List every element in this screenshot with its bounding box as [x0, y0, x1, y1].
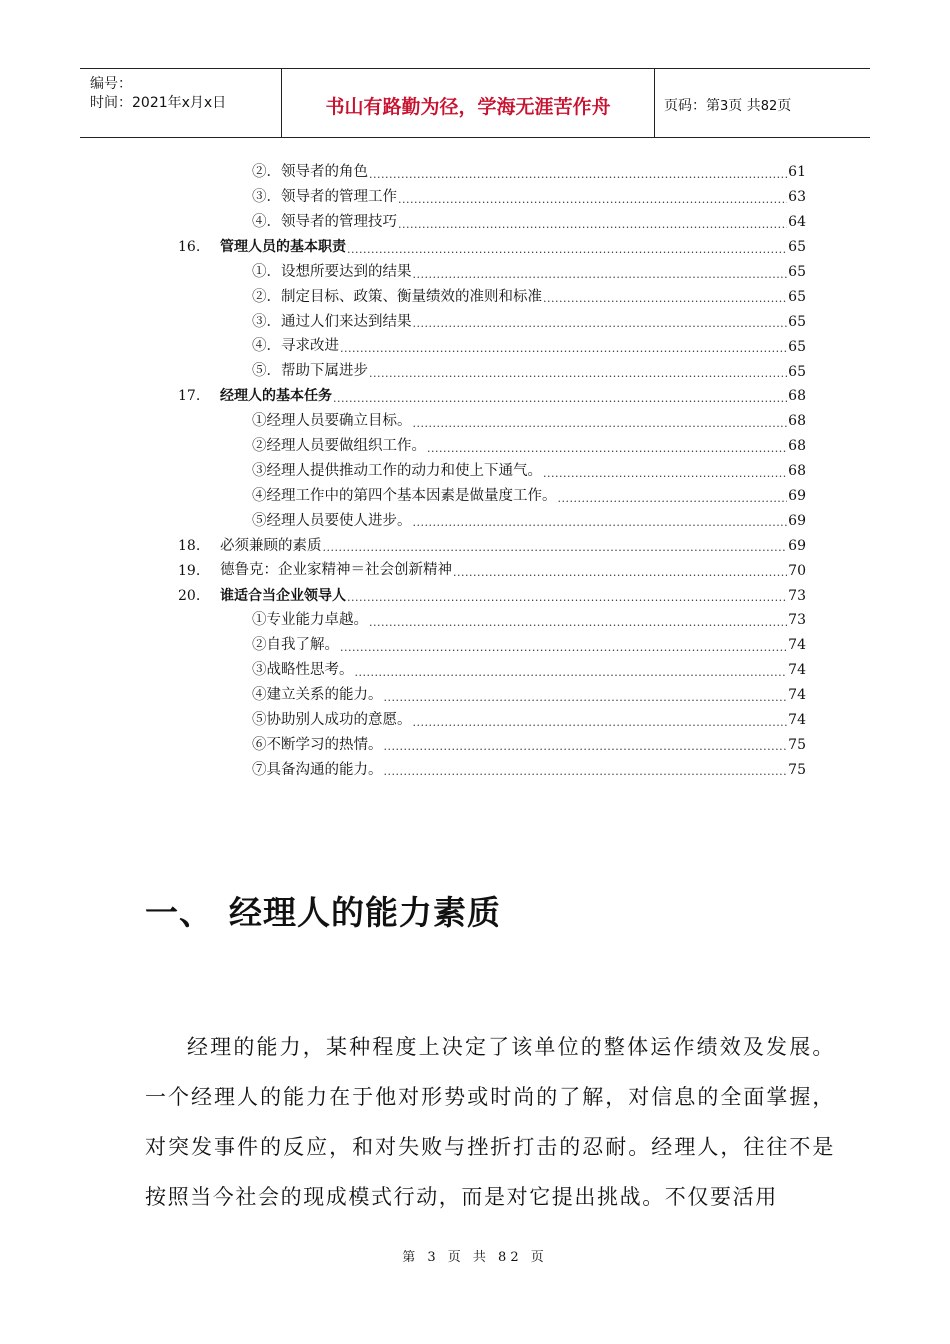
- toc-entry-page: 61: [788, 164, 806, 181]
- toc-entry-label: ②经理人员要做组织工作。: [252, 437, 426, 454]
- toc-entry[interactable]: [178, 235, 806, 260]
- section-title: 经理人的能力素质: [229, 893, 501, 932]
- toc-entry-page: 65: [788, 239, 806, 256]
- toc-entry[interactable]: [178, 459, 806, 484]
- toc-entry-page: 65: [788, 288, 806, 305]
- toc-dot-leader: [543, 293, 787, 304]
- body-paragraph: 经理的能力，某种程度上决定了该单位的整体运作绩效及发展。一个经理人的能力在于他对形势或时尚的了解，对信息的全面掌握，对突发事件的反应，和对失败与挫折打击的忍耐。经理人，往往不是按照当今社会的现成模式行动，而是对它提出挑战。不仅要活用: [145, 1035, 835, 1209]
- section-number: 一、: [145, 893, 213, 932]
- toc-entry-label: ②自我了解。: [252, 637, 339, 654]
- toc-entry[interactable]: [178, 757, 806, 782]
- toc-entry-page: 74: [788, 637, 806, 654]
- toc-entry[interactable]: [178, 185, 806, 210]
- toc-entry-label: ⑥不断学习的热情。: [252, 736, 383, 753]
- toc-dot-leader: [427, 443, 787, 454]
- toc-entry-page: 74: [788, 662, 806, 679]
- toc-entry-number: 16.: [178, 239, 201, 256]
- page-middle: 页 共: [728, 98, 761, 114]
- header-meta-cell: [80, 69, 280, 137]
- toc-entry[interactable]: [178, 508, 806, 533]
- toc-entry-number: 17.: [178, 388, 201, 405]
- toc-entry-label: ③经理人提供推动工作的动力和使上下通气。: [252, 462, 542, 479]
- toc-dot-leader: [398, 219, 787, 230]
- toc-dot-leader: [323, 542, 788, 553]
- toc-dot-leader: [398, 194, 787, 205]
- toc-entry-label: 德鲁克：企业家精神＝社会创新精神: [220, 562, 452, 579]
- toc-dot-leader: [384, 741, 788, 752]
- toc-entry-page: 73: [788, 612, 806, 629]
- toc-entry-label: ⑦具备沟通的能力。: [252, 761, 383, 778]
- toc-entry[interactable]: [178, 484, 806, 509]
- header-motto-cell: [281, 69, 655, 137]
- toc-entry-label: ④经理工作中的第四个基本因素是做量度工作。: [252, 487, 557, 504]
- toc-entry[interactable]: [178, 583, 806, 608]
- page-current: 3: [720, 99, 729, 114]
- toc-entry-page: 68: [788, 413, 806, 430]
- toc-entry[interactable]: [178, 284, 806, 309]
- header-motto: 书山有路勤为径，学海无涯苦作舟: [325, 96, 611, 118]
- toc-dot-leader: [384, 766, 788, 777]
- toc-dot-leader: [384, 692, 788, 703]
- page-footer: 第 3 页 共 82 页: [402, 1250, 548, 1265]
- toc-dot-leader: [413, 269, 788, 280]
- toc-dot-leader: [413, 717, 788, 728]
- toc-entry-label: ②．制定目标、政策、衡量绩效的准则和标准: [252, 288, 542, 305]
- toc-entry[interactable]: [178, 533, 806, 558]
- toc-entry[interactable]: [178, 434, 806, 459]
- toc-entry-label: ⑤．帮助下属进步: [252, 363, 368, 380]
- toc-entry-label: ③．通过人们来达到结果: [252, 313, 412, 330]
- toc-entry-page: 74: [788, 712, 806, 729]
- toc-entry-label: ④．寻求改进: [252, 338, 339, 355]
- toc-dot-leader: [413, 418, 788, 429]
- toc-entry[interactable]: [178, 558, 806, 583]
- toc-entry[interactable]: [178, 708, 806, 733]
- toc-entry-page: 68: [788, 463, 806, 480]
- toc-entry-page: 70: [788, 562, 806, 579]
- toc-entry-label: ①经理人员要确立目标。: [252, 413, 412, 430]
- toc-dot-leader: [333, 393, 787, 404]
- toc-entry-page: 64: [788, 214, 806, 231]
- toc-entry-label: 谁适合当企业领导人: [220, 587, 346, 604]
- toc-dot-leader: [340, 343, 787, 354]
- toc-entry[interactable]: [178, 384, 806, 409]
- toc-entry[interactable]: [178, 359, 806, 384]
- toc-entry[interactable]: [178, 732, 806, 757]
- header-page-info: [664, 95, 791, 115]
- toc-dot-leader: [453, 567, 787, 578]
- toc-entry-number: 18.: [178, 537, 201, 554]
- toc-entry-number: 19.: [178, 562, 201, 579]
- toc-entry[interactable]: [178, 658, 806, 683]
- toc-entry-page: 75: [788, 761, 806, 778]
- toc-entry[interactable]: [178, 210, 806, 235]
- document-date: 时间：2021年x月x日: [90, 95, 227, 111]
- document-header: [80, 68, 870, 138]
- toc-entry[interactable]: [178, 334, 806, 359]
- toc-dot-leader: [558, 493, 788, 504]
- toc-entry-label: 管理人员的基本职责: [220, 239, 346, 256]
- toc-entry-page: 75: [788, 736, 806, 753]
- toc-entry[interactable]: [178, 260, 806, 285]
- toc-entry-page: 69: [788, 488, 806, 505]
- toc-entry-page: 68: [788, 438, 806, 455]
- toc-entry-label: ③战略性思考。: [252, 662, 354, 678]
- toc-entry[interactable]: [178, 608, 806, 633]
- toc-entry-page: 65: [788, 313, 806, 330]
- toc-entry-label: ①专业能力卓越。: [252, 612, 368, 629]
- page-total: 82: [760, 99, 778, 114]
- toc-entry-page: 69: [788, 512, 806, 529]
- header-page-cell: [654, 69, 870, 137]
- toc-entry-page: 65: [788, 338, 806, 355]
- toc-entry[interactable]: [178, 683, 806, 708]
- toc-entry-number: 20.: [178, 587, 201, 604]
- toc-dot-leader: [413, 318, 788, 329]
- toc-dot-leader: [543, 468, 787, 479]
- toc-entry-page: 73: [788, 587, 806, 604]
- toc-entry[interactable]: [178, 160, 806, 185]
- toc-entry[interactable]: [178, 409, 806, 434]
- toc-entry-page: 68: [788, 388, 806, 405]
- toc-dot-leader: [340, 642, 787, 653]
- toc-entry-label: ⑤经理人员要使人进步。: [252, 512, 412, 529]
- toc-dot-leader: [413, 517, 788, 528]
- toc-entry-label: ⑤协助别人成功的意愿。: [252, 711, 412, 728]
- document-code-label: 编号：: [90, 76, 132, 92]
- toc-entry-label: 经理人的基本任务: [220, 388, 332, 405]
- toc-dot-leader: [355, 667, 788, 678]
- toc-entry-label: ②．领导者的角色: [252, 164, 368, 181]
- table-of-contents: [178, 160, 806, 782]
- toc-entry-label: ①．设想所要达到的结果: [252, 263, 412, 280]
- toc-entry[interactable]: [178, 633, 806, 658]
- toc-entry-page: 63: [788, 189, 806, 206]
- toc-entry[interactable]: [178, 309, 806, 334]
- toc-entry-page: 65: [788, 363, 806, 380]
- toc-entry-label: 必须兼顾的素质: [220, 537, 322, 554]
- toc-dot-leader: [347, 592, 787, 603]
- toc-dot-leader: [347, 244, 787, 255]
- page-prefix: 页码：第: [664, 98, 720, 114]
- section-heading: [145, 887, 501, 934]
- toc-entry-page: 65: [788, 264, 806, 280]
- toc-entry-label: ④建立关系的能力。: [252, 686, 383, 703]
- toc-entry-label: ③．领导者的管理工作: [252, 189, 397, 206]
- toc-entry-label: ④．领导者的管理技巧: [252, 213, 397, 230]
- body-text: [145, 1022, 835, 1222]
- toc-dot-leader: [369, 169, 787, 180]
- toc-dot-leader: [369, 368, 787, 379]
- toc-dot-leader: [369, 617, 787, 628]
- page-suffix: 页: [777, 98, 792, 114]
- toc-entry-page: 69: [788, 537, 806, 554]
- toc-entry-page: 74: [788, 687, 806, 704]
